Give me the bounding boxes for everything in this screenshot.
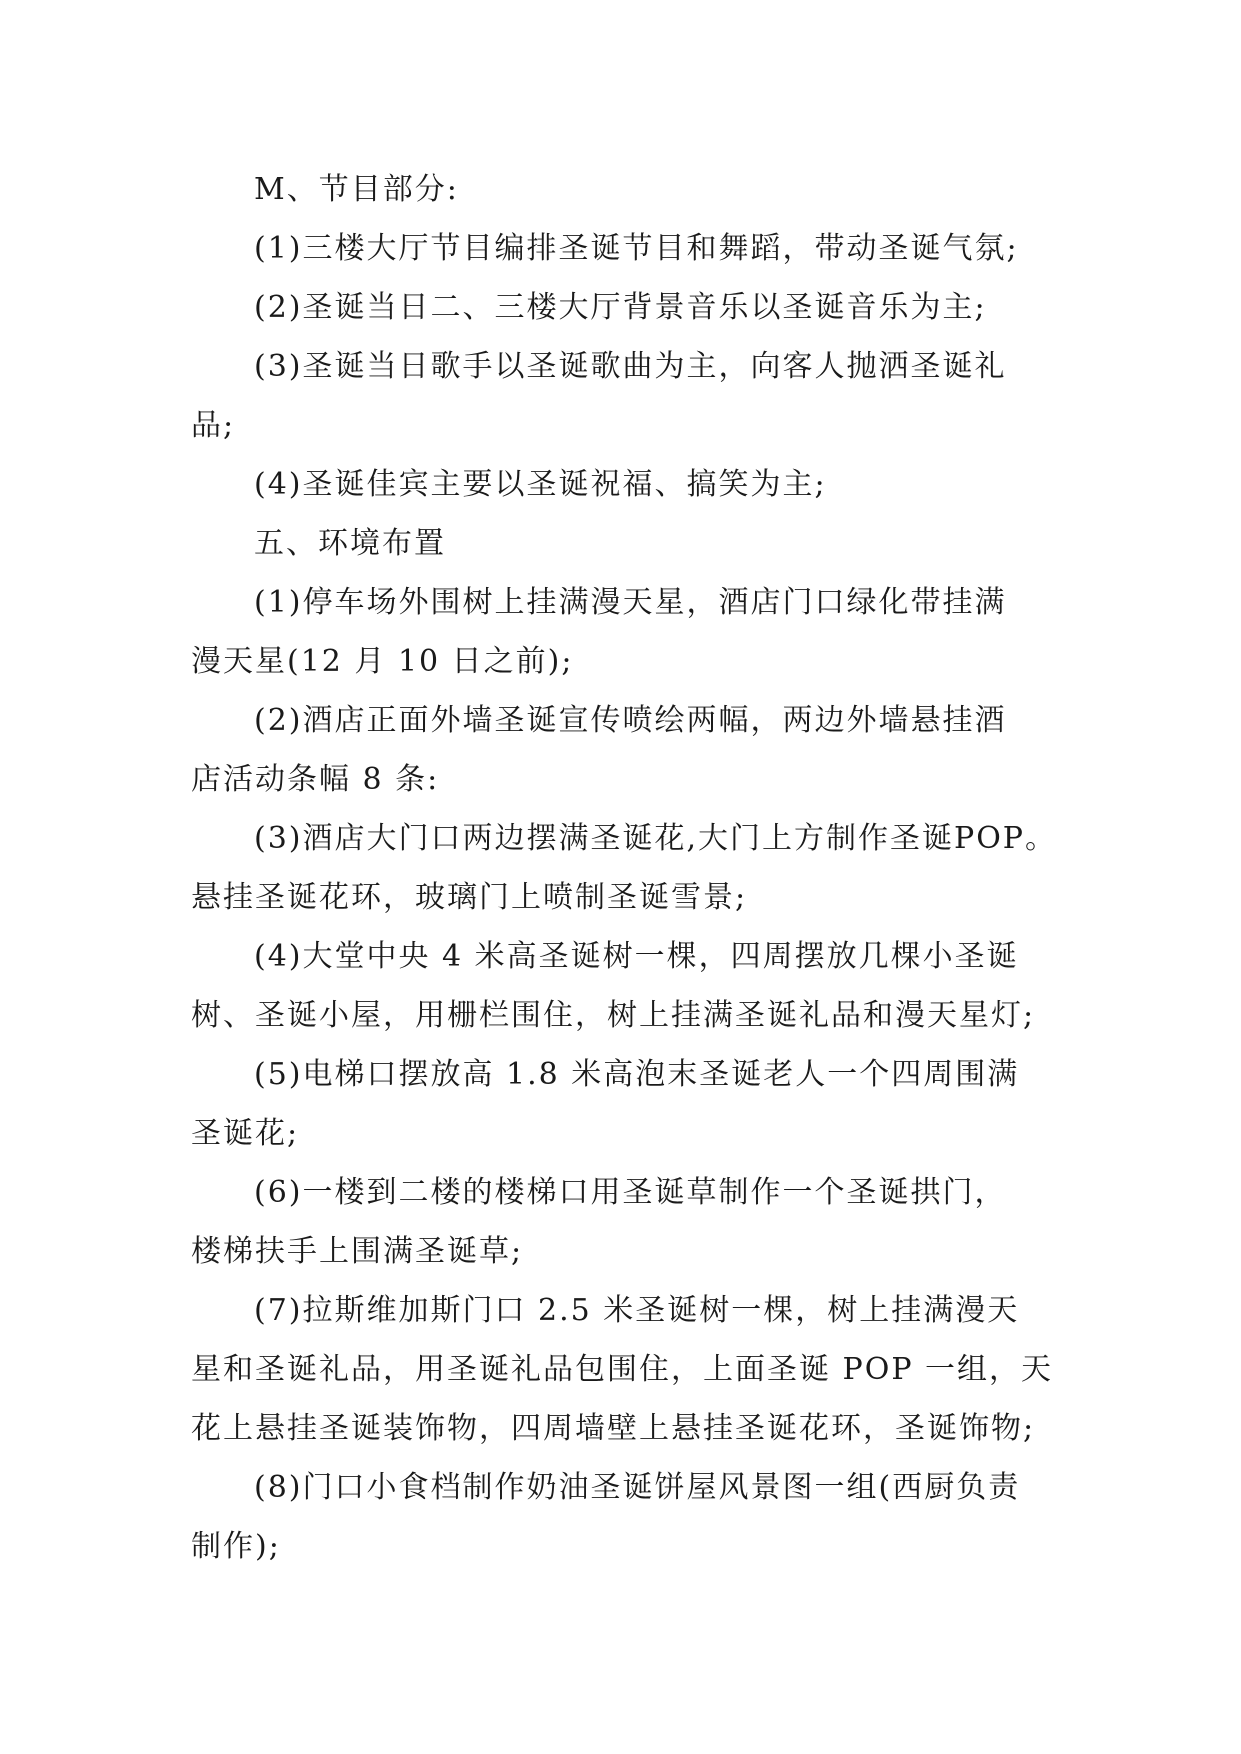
environment-item-7-cont-1: 星和圣诞礼品，用圣诞礼品包围住，上面圣诞 POP 一组，天 bbox=[191, 1352, 1054, 1387]
section-heading-environment: 五、环境布置 bbox=[254, 526, 446, 561]
environment-item-7-cont-2: 花上悬挂圣诞装饰物，四周墙壁上悬挂圣诞花环，圣诞饰物; bbox=[191, 1411, 1036, 1446]
environment-item-8-cont: 制作); bbox=[191, 1529, 281, 1564]
environment-item-1-cont: 漫天星(12 月 10 日之前); bbox=[191, 644, 574, 679]
program-item-2: (2)圣诞当日二、三楼大厅背景音乐以圣诞音乐为主; bbox=[254, 290, 987, 325]
environment-item-3: (3)酒店大门口两边摆满圣诞花,大门上方制作圣诞POP。 bbox=[254, 821, 1057, 856]
environment-item-5-cont: 圣诞花; bbox=[191, 1116, 300, 1151]
environment-item-3-cont: 悬挂圣诞花环，玻璃门上喷制圣诞雪景; bbox=[191, 880, 748, 915]
program-item-4: (4)圣诞佳宾主要以圣诞祝福、搞笑为主; bbox=[254, 467, 827, 502]
program-item-3: (3)圣诞当日歌手以圣诞歌曲为主，向客人抛洒圣诞礼 bbox=[254, 349, 1007, 384]
environment-item-4: (4)大堂中央 4 米高圣诞树一棵，四周摆放几棵小圣诞 bbox=[254, 939, 1019, 974]
environment-item-8: (8)门口小食档制作奶油圣诞饼屋风景图一组(西厨负责 bbox=[254, 1470, 1021, 1505]
environment-item-2-cont: 店活动条幅 8 条: bbox=[191, 762, 440, 797]
environment-item-7: (7)拉斯维加斯门口 2.5 米圣诞树一棵，树上挂满漫天 bbox=[254, 1293, 1020, 1328]
environment-item-5: (5)电梯口摆放高 1.8 米高泡末圣诞老人一个四周围满 bbox=[254, 1057, 1020, 1092]
document-body bbox=[191, 160, 1071, 1576]
program-item-3-cont: 品; bbox=[191, 408, 236, 443]
environment-item-6: (6)一楼到二楼的楼梯口用圣诞草制作一个圣诞拱门， bbox=[254, 1175, 1007, 1210]
environment-item-2: (2)酒店正面外墙圣诞宣传喷绘两幅，两边外墙悬挂酒 bbox=[254, 703, 1007, 738]
program-item-1: (1)三楼大厅节目编排圣诞节目和舞蹈，带动圣诞气氛; bbox=[254, 231, 1019, 266]
environment-item-1: (1)停车场外围树上挂满漫天星，酒店门口绿化带挂满 bbox=[254, 585, 1007, 620]
environment-item-6-cont: 楼梯扶手上围满圣诞草; bbox=[191, 1234, 524, 1269]
section-heading-program: M、节目部分: bbox=[254, 172, 459, 207]
environment-item-4-cont: 树、圣诞小屋，用栅栏围住，树上挂满圣诞礼品和漫天星灯; bbox=[191, 998, 1036, 1033]
